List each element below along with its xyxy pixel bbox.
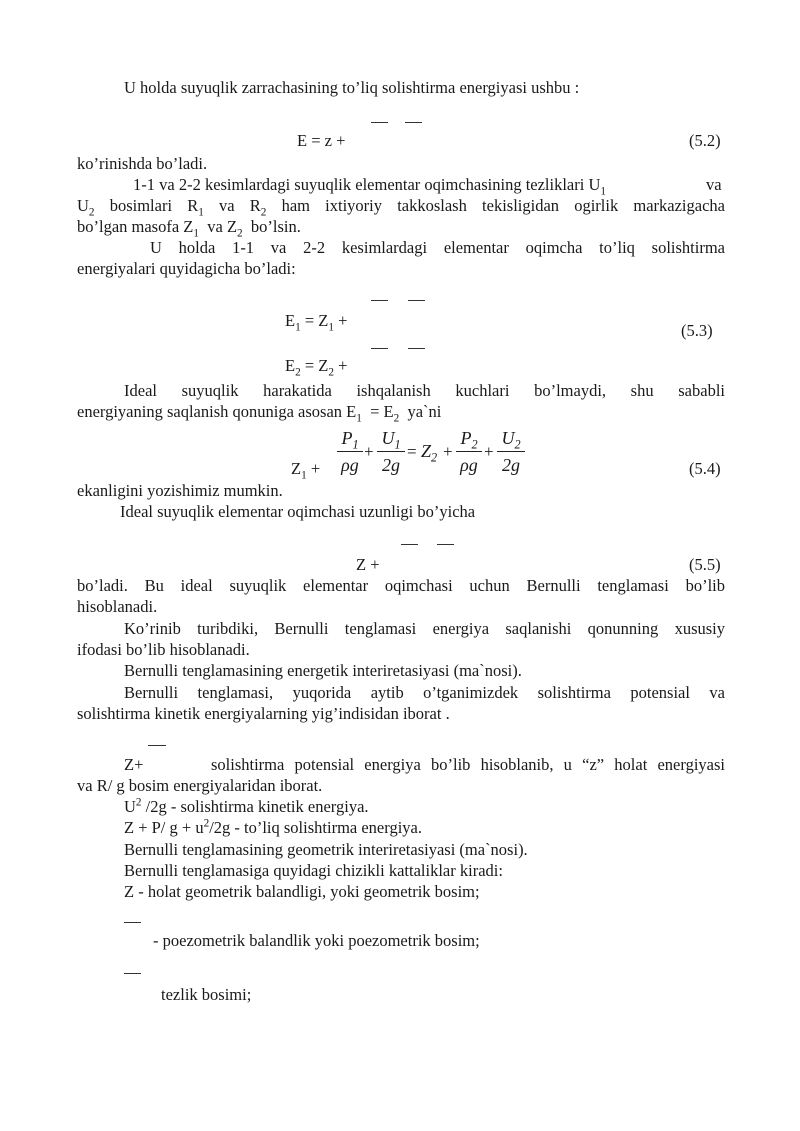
equation-number: (5.3) xyxy=(681,321,713,340)
fraction-bar xyxy=(124,973,141,974)
list-item: - poezometrik balandlik yoki poezometrik bosim; xyxy=(153,931,480,950)
equation-5-2: E = z + xyxy=(297,131,346,150)
fraction-bar xyxy=(401,544,418,545)
equation-5-3-line-2: $E_2 = Z_2$ + xyxy=(285,356,348,379)
equation-5-3-line-1: $E_1 = Z_1$ + xyxy=(285,311,348,334)
paragraph-line: U holda 1-1 va 2-2 kesimlardagi elementar oqimcha to’liq solishtirma xyxy=(150,238,725,257)
fraction-u2-2g: $\frac{U_2}{2g}$ xyxy=(497,429,525,474)
equation-number: (5.4) xyxy=(689,459,721,478)
paragraph-line: ifodasi bo’lib hisoblanadi. xyxy=(77,640,250,659)
fraction-p2-rhog: $\frac{P_2}{\rho g}$ xyxy=(456,429,482,474)
paragraph-line: $U^2$ /2g - solishtirma kinetik energiya. xyxy=(124,796,369,816)
fraction-bar xyxy=(371,348,388,349)
paragraph-line: 1-1 va 2-2 kesimlardagi suyuqlik elementar oqimchasining tezliklari $U_1$ xyxy=(133,175,606,198)
fraction-bar xyxy=(124,922,141,923)
paragraph-line: Bernulli tenglamasiga quyidagi chizikli kattaliklar kiradi: xyxy=(124,861,503,880)
fraction-bar xyxy=(408,300,425,301)
list-item: tezlik bosimi; xyxy=(161,985,252,1004)
paragraph-line: Z + P/ $g + u^2/2g$ - to’liq solishtirma energiya. xyxy=(124,817,422,837)
list-item: Z - holat geometrik balandligi, yoki geometrik bosim; xyxy=(124,882,480,901)
paragraph-line: Ideal suyuqlik harakatida ishqalanish kuchlari bo’lmaydi, shu sababli xyxy=(124,381,725,400)
paragraph-line: energiyaning saqlanish qonuniga asosan $E_1 = E_2$ ya`ni xyxy=(77,402,442,425)
equation-number: (5.5) xyxy=(689,555,721,574)
paragraph-line: bo’lgan masofa $Z_1$ va $Z_2$ bo’lsin. xyxy=(77,217,301,240)
paragraph-line: solishtirma kinetik energiyalarning yig’indisidan iborat . xyxy=(77,704,450,723)
section-heading: Bernulli tenglamasining geometrik interiretasiyasi (ma`nosi). xyxy=(124,840,528,859)
paragraph-line: bo’ladi. Bu ideal suyuqlik elementar oqimchasi uchun Bernulli tenglamasi bo’lib xyxy=(77,576,725,595)
equals-sign: = xyxy=(407,442,417,461)
fraction-bar xyxy=(371,122,388,123)
plus-sign: + xyxy=(484,442,494,461)
equation-5-4-lead: $Z_1$ + xyxy=(291,459,321,482)
paragraph-line: ko’rinishda bo’ladi. xyxy=(77,154,208,173)
paragraph-line: hisoblanadi. xyxy=(77,597,158,616)
equation-number: (5.2) xyxy=(689,131,721,150)
paragraph-line: va R/ g bosim energiyalaridan iborat. xyxy=(77,776,323,795)
z2-term: $Z_2$ xyxy=(421,441,438,465)
plus-sign: + xyxy=(364,442,374,461)
fraction-bar xyxy=(148,745,166,746)
paragraph-word: Z+ xyxy=(124,755,144,774)
plus-sign: + xyxy=(443,442,453,461)
paragraph-word: va xyxy=(706,175,722,194)
paragraph-line: ekanligini yozishimiz mumkin. xyxy=(77,481,283,500)
fraction-p1-rhog: $\frac{P_1}{\rho g}$ xyxy=(337,429,363,474)
fraction-u1-2g: $\frac{U_1}{2g}$ xyxy=(377,429,405,474)
equation-5-5: Z + xyxy=(356,555,380,574)
fraction-bar xyxy=(408,348,425,349)
paragraph-line: $U_2$ bosimlari $R_1$ va $R_2$ ham ixtiyoriy takkoslash tekisligidan ogirlik markazigacha xyxy=(77,196,725,219)
fraction-bar xyxy=(405,122,422,123)
paragraph-line: Bernulli tenglamasi, yuqorida aytib o’tganimizdek solishtirma potensial va xyxy=(124,683,725,702)
paragraph-line: U holda suyuqlik zarrachasining to’liq solishtirma energiyasi ushbu : xyxy=(124,78,580,97)
paragraph-line: Ideal suyuqlik elementar oqimchasi uzunligi bo’yicha xyxy=(120,502,476,521)
fraction-bar xyxy=(371,300,388,301)
section-heading: Bernulli tenglamasining energetik interiretasiyasi (ma`nosi). xyxy=(124,661,522,680)
paragraph-line: energiyalari quyidagicha bo’ladi: xyxy=(77,259,296,278)
paragraph-line: solishtirma potensial energiya bo’lib hisoblanib, u “z” holat energiyasi xyxy=(211,755,725,774)
paragraph-line: Ko’rinib turibdiki, Bernulli tenglamasi energiya saqlanishi qonunning xususiy xyxy=(124,619,725,638)
fraction-bar xyxy=(437,544,454,545)
